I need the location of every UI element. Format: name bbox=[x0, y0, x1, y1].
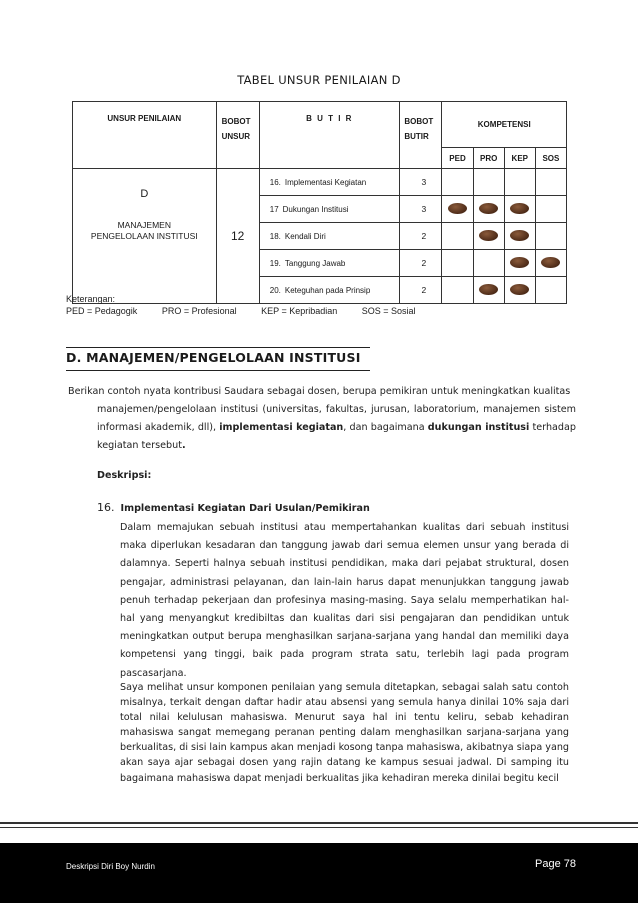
intro-bold-dukungan: dukungan institusi bbox=[427, 422, 530, 433]
kompetensi-marker-icon bbox=[479, 230, 498, 241]
legend-label: Keterangan: bbox=[66, 294, 116, 304]
butir-number: 20. bbox=[269, 285, 281, 295]
butir-number: 18. bbox=[269, 231, 281, 241]
header-bobot-butir bbox=[400, 102, 442, 169]
deskripsi-label: Deskripsi: bbox=[97, 470, 152, 481]
butir-number: 19. bbox=[269, 258, 281, 268]
butir-label: Implementasi Kegiatan bbox=[284, 177, 367, 187]
kompetensi-sos-cell bbox=[535, 196, 566, 223]
kompetensi-pro-cell bbox=[473, 277, 504, 304]
item-number: 16. bbox=[97, 501, 115, 514]
unsur-cell bbox=[73, 169, 217, 304]
bobot-butir-value: 3 bbox=[400, 169, 442, 196]
intro-end: . bbox=[181, 440, 186, 451]
kompetensi-pro-cell bbox=[473, 250, 504, 277]
butir-label: Keteguhan pada Prinsip bbox=[284, 285, 371, 295]
butir-cell bbox=[259, 196, 400, 223]
header-bobot-butir-line2: BUTIR bbox=[404, 132, 429, 141]
unsur-letter: D bbox=[140, 188, 149, 200]
header-unsur: UNSUR PENILAIAN bbox=[73, 102, 217, 169]
header-bobot-unsur-line2: UNSUR bbox=[221, 132, 251, 141]
page-number: Page 78 bbox=[535, 858, 576, 870]
header-bobot-butir-line1: BOBOT bbox=[404, 117, 434, 126]
kompetensi-pro-cell bbox=[473, 169, 504, 196]
kompetensi-sos-cell bbox=[535, 250, 566, 277]
kompetensi-marker-icon bbox=[510, 284, 529, 295]
butir-number: 16. bbox=[269, 177, 281, 187]
kompetensi-pro-cell bbox=[473, 223, 504, 250]
kompetensi-ped-cell bbox=[442, 250, 473, 277]
bobot-unsur-value: 12 bbox=[216, 169, 259, 304]
kompetensi-marker-icon bbox=[541, 257, 560, 268]
section-title: D. MANAJEMEN/PENGELOLAAN INSTITUSI bbox=[66, 350, 361, 365]
footer-author: Deskripsi Diri Boy Nurdin bbox=[66, 862, 155, 871]
intro-paragraph bbox=[68, 383, 576, 455]
header-bobot-unsur bbox=[216, 102, 259, 169]
paragraph-1: Dalam memajukan sebuah institusi atau mempertahankan kualitas dari sebuah institusi maka diperlukan kesadaran dan tanggung jawab dari semua elemen unsur yang berada di dalamnya. Seperti halnya sebuah institusi pendidikan, maka dari pejabat struktural, dosen pengajar, administrasi pelayanan, dan lain-lain harus dapat menunjukkan tanggung jawab penuh terhadap pekerjaan dan profesinya masing-masing. Saya selalu memperhatikan hal-hal yang menyangkut kredibiltas dan kualitas dari sisi pengajaran dan pendidikan untuk meningkatkan output berupa menghasilkan sarjana-sarjana yang handal dan memiliki daya kompetensi yang tinggi, baik pada program strata satu, terlebih lagi pada program pascasarjana. bbox=[120, 522, 569, 679]
kompetensi-kep-cell bbox=[504, 250, 535, 277]
legend-ped: PED = Pedagogik bbox=[66, 306, 138, 316]
kompetensi-ped-cell bbox=[442, 223, 473, 250]
footer-rule-top bbox=[0, 822, 638, 824]
bobot-butir-value: 2 bbox=[400, 223, 442, 250]
kompetensi-kep-cell bbox=[504, 223, 535, 250]
kompetensi-kep-cell bbox=[504, 169, 535, 196]
bobot-butir-value: 2 bbox=[400, 250, 442, 277]
kompetensi-marker-icon bbox=[479, 203, 498, 214]
unsur-name: MANAJEMEN PENGELOLAAN INSTITUSI bbox=[90, 220, 198, 241]
kompetensi-kep-cell bbox=[504, 277, 535, 304]
bobot-butir-value: 2 bbox=[400, 277, 442, 304]
kompetensi-ped-cell bbox=[442, 196, 473, 223]
legend-pro: PRO = Profesional bbox=[161, 306, 237, 316]
intro-bold-implementasi: implementasi kegiatan bbox=[219, 422, 344, 433]
kompetensi-ped-cell bbox=[442, 169, 473, 196]
header-kep: KEP bbox=[504, 148, 535, 169]
legend-kep: KEP = Kepribadian bbox=[261, 306, 338, 316]
butir-label: Kendali Diri bbox=[284, 231, 326, 241]
kompetensi-marker-icon bbox=[510, 203, 529, 214]
intro-rest bbox=[68, 401, 576, 455]
intro-text-2: , dan bagaimana bbox=[343, 422, 428, 433]
butir-label: Tanggung Jawab bbox=[284, 258, 346, 268]
bobot-butir-value: 3 bbox=[400, 196, 442, 223]
page-footer bbox=[0, 843, 638, 903]
kompetensi-sos-cell bbox=[535, 277, 566, 304]
kompetensi-kep-cell bbox=[504, 196, 535, 223]
kompetensi-pro-cell bbox=[473, 196, 504, 223]
section-divider-bottom bbox=[66, 370, 370, 371]
header-butir: B U T I R bbox=[259, 102, 400, 169]
intro-text-1: manajemen/pengelolaan institusi (universitas, fakultas, jurusan, laboratorium, manajemen sistem informasi akademik, dll), bbox=[97, 404, 576, 433]
table-body bbox=[73, 169, 567, 304]
intro-first-line: Berikan contoh nyata kontribusi Saudara sebagai dosen, berupa pemikiran untuk meningkatkan kualitas bbox=[68, 386, 571, 397]
table-row bbox=[73, 169, 567, 196]
butir-cell bbox=[259, 250, 400, 277]
kompetensi-marker-icon bbox=[510, 257, 529, 268]
header-kompetensi: KOMPETENSI bbox=[442, 102, 567, 148]
header-pro: PRO bbox=[473, 148, 504, 169]
kompetensi-marker-icon bbox=[448, 203, 467, 214]
legend-items bbox=[66, 305, 438, 317]
table-header-row bbox=[73, 102, 567, 148]
item-heading bbox=[97, 501, 370, 514]
header-ped: PED bbox=[442, 148, 473, 169]
assessment-table bbox=[72, 101, 567, 304]
table-title: TABEL UNSUR PENILAIAN D bbox=[237, 73, 401, 87]
butir-cell bbox=[259, 169, 400, 196]
butir-label: Dukungan Institusi bbox=[282, 204, 349, 214]
kompetensi-ped-cell bbox=[442, 277, 473, 304]
butir-cell bbox=[259, 223, 400, 250]
item-title: Implementasi Kegiatan Dari Usulan/Pemikiran bbox=[120, 503, 370, 514]
legend bbox=[66, 293, 438, 317]
intro-text-3: terhadap kegiatan tersebut bbox=[97, 422, 576, 451]
legend-sos: SOS = Sosial bbox=[361, 306, 416, 316]
kompetensi-sos-cell bbox=[535, 169, 566, 196]
paragraph-2: Saya melihat unsur komponen penilaian yang semula ditetapkan, sebagai salah satu contoh misalnya, terkait dengan daftar hadir atau absensi yang semula hanya dinilai 10% saja dari total nilai kelulusan mahasiswa. Menurut saya hal ini tentu keliru, sebab kehadiran mahasiswa sangat memegang peranan penting dalam menghasilkan sarjana-sarjana yang berkualitas, di sisi lain kampus akan menjadi kosong tanpa mahasiswa, akibatnya siapa yang akan saya ajar sebagai dosen yang rajin datang ke kampus sesuai jadwal. Di samping itu bagaimana mahasiswa dapat menjadi berkualitas jika kehadiran mereka dinilai begitu kecil bbox=[120, 682, 569, 784]
kompetensi-marker-icon bbox=[510, 230, 529, 241]
section-divider-top bbox=[66, 347, 370, 348]
butir-number: 17 bbox=[269, 204, 279, 214]
kompetensi-marker-icon bbox=[479, 284, 498, 295]
header-bobot-unsur-line1: BOBOT bbox=[221, 117, 251, 126]
footer-rule-bottom bbox=[0, 827, 638, 828]
header-sos: SOS bbox=[535, 148, 566, 169]
kompetensi-sos-cell bbox=[535, 223, 566, 250]
